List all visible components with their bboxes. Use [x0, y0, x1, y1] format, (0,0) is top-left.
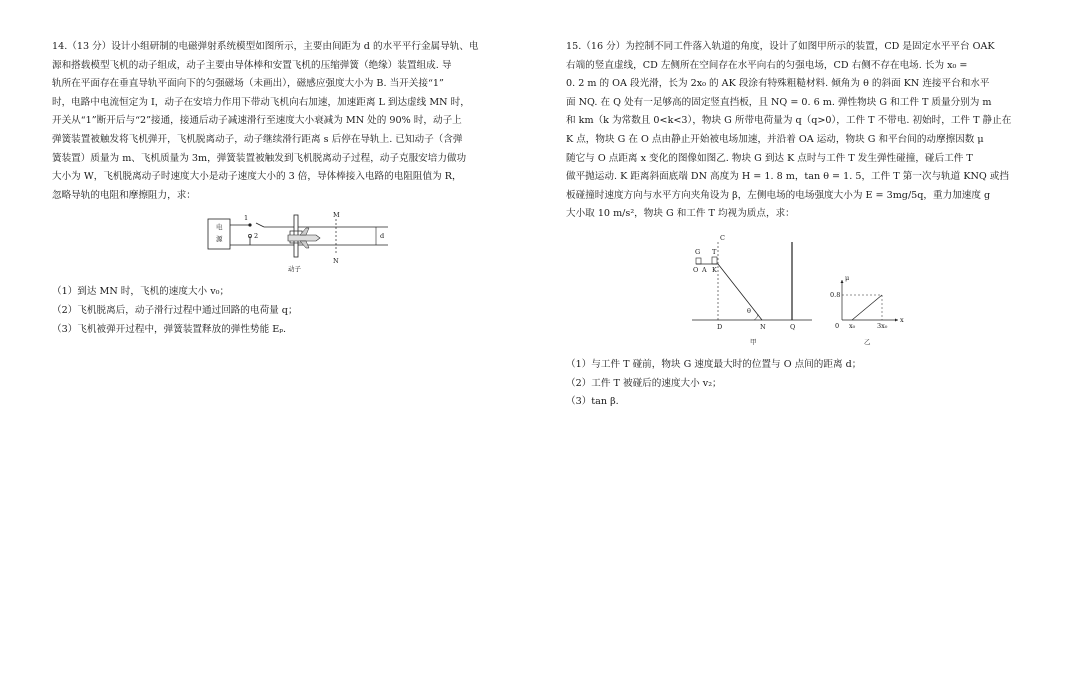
label-theta: θ [747, 306, 751, 315]
q15-line-7: 随它与 O 点距离 x 变化的图像如图乙. 物块 G 到达 K 点时与工件 T 发生弹性碰撞，碰后工件 T [566, 152, 973, 164]
label-d: D [717, 322, 723, 331]
axis-mu-label: μ [845, 273, 850, 282]
q15-figure [692, 230, 922, 354]
q14-line-6: 弹簧装置被触发将飞机弹开，飞机脱离动子，动子继续滑行距离 s 后停在导轨上. 已知动子（含弹 [52, 133, 463, 145]
q15-sub-3: （3）tan β. [566, 396, 619, 408]
workpiece-t [712, 257, 717, 264]
q15-line-1: 15.（16 分）为控制不同工件落入轨道的角度，设计了如图甲所示的装置，CD 是固定水平平台 OAK [566, 41, 995, 52]
axis-x-label: x [900, 315, 904, 324]
switch-label-2: 2 [254, 232, 259, 241]
theta-arc [754, 314, 758, 320]
q14-line-4: 时，电路中电流恒定为 I，动子在安培力作用下带动飞机向右加速，加速距离 L 到达虚线 MN 时， [52, 96, 470, 108]
question-14 [52, 38, 522, 339]
tick-0-8: 0.8 [830, 290, 841, 299]
incline-kn [718, 264, 762, 320]
q15-line-8: 做平抛运动. K 距离斜面底端 DN 高度为 H = 1. 8 m，tan θ = 1. 5，工件 T 第一次与轨道 KNQ 或挡 [566, 171, 1009, 183]
q15-line-2: 右端的竖直虚线，CD 左侧所在空间存在水平向右的匀强电场，CD 右侧不存在电场. 长为 x₀ = [566, 59, 968, 71]
label-m: M [333, 211, 340, 220]
airplane-icon [288, 235, 320, 241]
q15-sub-2: （2）工件 T 被碰后的速度大小 v₂； [566, 377, 722, 389]
q15-line-6: K 点，物块 G 在 O 点由静止开始被电场加速，并沿着 OA 运动，物块 G 和平台间的动摩擦因数 μ [566, 133, 984, 145]
tick-3x0: 3x₀ [877, 321, 888, 330]
incline-and-mu-diagram [692, 230, 922, 354]
q14-line-5: 开关从“1”断开后与“2”接通，接通后动子减速滑行至速度大小衰减为 MN 处的 90% 时，动子上 [52, 115, 462, 127]
figure-caption-rotor: 动子 [288, 265, 301, 274]
q14-figure-railgun [204, 211, 388, 277]
label-a: A [702, 265, 707, 274]
q14-sub-1: （1）到达 MN 时，飞机的速度大小 v₀； [52, 286, 230, 298]
label-k: K [712, 265, 717, 274]
caption-jia: 甲 [750, 337, 757, 346]
label-o: O [693, 265, 699, 274]
q15-line-10: 大小取 10 m/s²，物块 G 和工件 T 均视为质点，求： [566, 208, 795, 220]
power-label-1: 电 [216, 223, 223, 232]
label-c: C [720, 233, 725, 242]
switch-contact-1 [248, 224, 251, 227]
q14-line-9: 忽略导轨的电阻和摩擦阻力，求： [52, 189, 196, 201]
mu-curve [852, 295, 882, 320]
q14-sub-3: （3）飞机被弹开过程中，弹簧装置释放的弹性势能 Eₚ. [52, 323, 287, 335]
label-q: Q [790, 322, 796, 331]
label-n: N [760, 322, 766, 331]
q15-line-9: 板碰撞时速度方向与水平方向夹角设为 β，左侧电场的电场强度大小为 E = 3mg/5q，重力加速度 g [566, 189, 991, 201]
block-g [696, 258, 701, 264]
switch-blade [256, 223, 264, 227]
label-t: T [712, 247, 717, 256]
power-label-2: 源 [216, 235, 223, 244]
label-d: d [380, 232, 385, 241]
q15-sub-1: （1）与工件 T 碰前，物块 G 速度最大时的位置与 O 点间的距离 d； [566, 358, 862, 370]
q14-line-8: 大小为 W，飞机脱离动子时速度大小是动子速度大小的 3 倍，导体棒接入电路的电阻阻值为 R， [52, 171, 462, 183]
q14-line-3: 轨所在平面存在垂直导轨平面向下的匀强磁场（未画出），磁感应强度大小为 B. 当开关接“1” [52, 78, 444, 90]
q14-line-2: 源和搭载模型飞机的动子组成，动子主要由导体棒和安置飞机的压缩弹簧（绝缘）装置组成. 导 [52, 59, 452, 71]
q15-line-4: 面 NQ. 在 Q 处有一足够高的固定竖直挡板，且 NQ = 0. 6 m. 弹性物块 G 和工件 T 质量分别为 m [566, 96, 992, 108]
q14-sub-2: （2）飞机脱离后，动子滑行过程中通过回路的电荷量 q； [52, 304, 298, 316]
caption-yi: 乙 [864, 337, 871, 346]
q15-line-3: 0. 2 m 的 OA 段光滑，长为 2x₀ 的 AK 段涂有特殊粗糙材料. 倾角为 θ 的斜面 KN 连接平台和水平 [566, 78, 990, 90]
q14-line-7: 簧装置）质量为 m、飞机质量为 3m，弹簧装置被触发到飞机脱离动子过程，动子克服安培力做功 [52, 152, 467, 164]
switch-label-1: 1 [244, 214, 249, 223]
tick-x0: x₀ [849, 321, 856, 330]
label-n: N [333, 257, 339, 266]
q14-line-1: 14.（13 分）设计小组研制的电磁弹射系统模型如图所示，主要由间距为 d 的水平平行金属导轨、电 [52, 41, 479, 52]
question-15 [566, 38, 1036, 412]
tick-0: 0 [835, 321, 840, 330]
label-g: G [695, 247, 701, 256]
q15-line-5: 和 km（k 为常数且 0<k<3），物块 G 所带电荷量为 q（q>0），工件 T 不带电. 初始时，工件 T 静止在 [566, 115, 1012, 127]
